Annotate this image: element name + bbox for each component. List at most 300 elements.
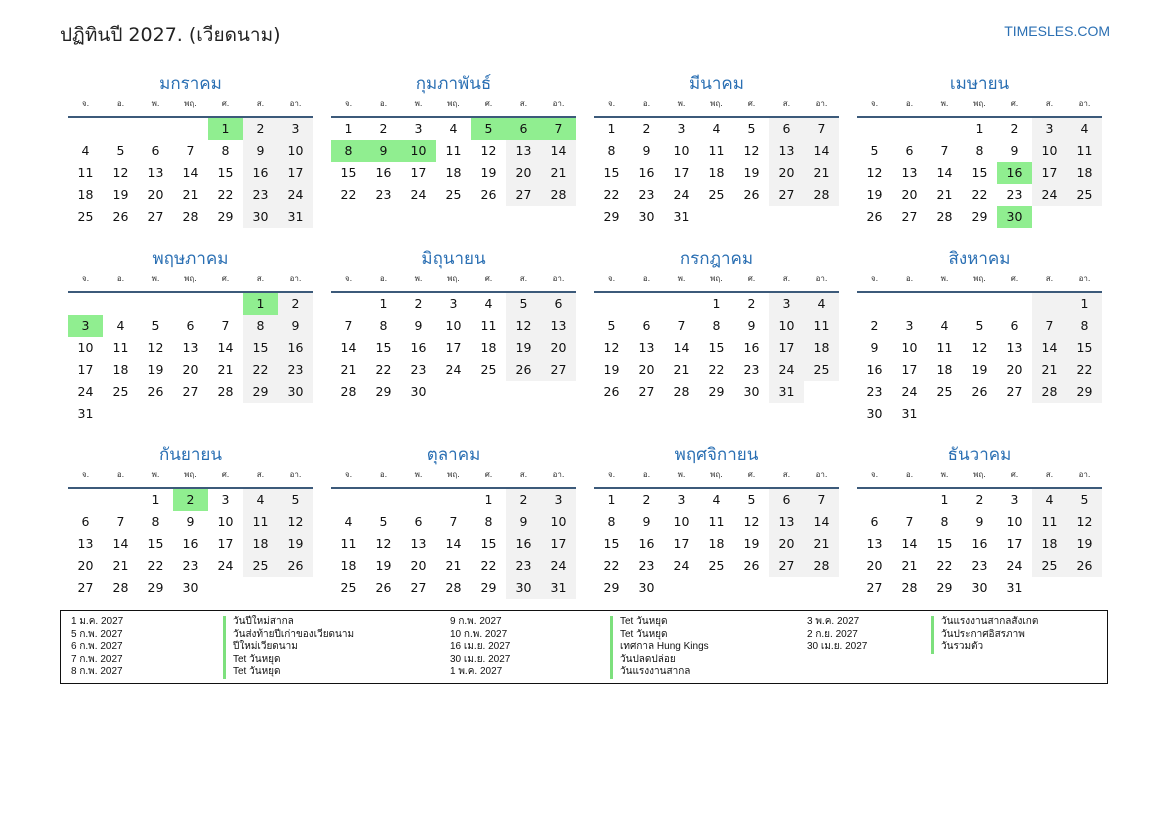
day-cell[interactable]: 5 xyxy=(1067,489,1102,511)
day-cell[interactable]: 10 xyxy=(217,514,234,529)
site-link[interactable]: TIMESLES.COM xyxy=(1004,23,1110,39)
day-cell[interactable]: 11 xyxy=(936,340,953,355)
day-cell[interactable]: 31 xyxy=(673,209,690,224)
day-cell[interactable]: 7 xyxy=(804,118,839,140)
day-cell[interactable]: 25 xyxy=(708,558,725,573)
day-cell[interactable]: 2 xyxy=(870,318,879,333)
day-cell[interactable]: 8 xyxy=(975,143,984,158)
day-cell[interactable]: 13 xyxy=(410,536,427,551)
day-cell[interactable]: 26 xyxy=(971,384,988,399)
day-cell[interactable]: 3 xyxy=(278,118,313,140)
day-cell[interactable]: 24 xyxy=(1006,558,1023,573)
day-cell[interactable]: 15 xyxy=(147,536,164,551)
day-cell[interactable]: 4 xyxy=(804,293,839,315)
day-cell[interactable]: 8 xyxy=(243,315,278,337)
day-cell[interactable]: 13 xyxy=(1006,340,1023,355)
day-cell[interactable]: 22 xyxy=(936,558,953,573)
day-cell[interactable]: 11 xyxy=(243,511,278,533)
day-cell[interactable]: 27 xyxy=(77,580,94,595)
day-cell[interactable]: 16 xyxy=(638,165,655,180)
day-cell[interactable]: 6 xyxy=(769,118,804,140)
day-cell[interactable]: 18 xyxy=(1032,533,1067,555)
day-cell[interactable]: 9 xyxy=(747,318,756,333)
day-cell[interactable]: 27 xyxy=(410,580,427,595)
day-cell[interactable]: 12 xyxy=(375,536,392,551)
day-cell[interactable]: 29 xyxy=(603,580,620,595)
day-cell[interactable]: 7 xyxy=(541,118,576,140)
day-cell[interactable]: 2 xyxy=(243,118,278,140)
day-cell[interactable]: 18 xyxy=(77,187,94,202)
day-cell[interactable]: 13 xyxy=(541,315,576,337)
day-cell[interactable]: 17 xyxy=(673,165,690,180)
day-cell[interactable]: 18 xyxy=(708,165,725,180)
day-cell[interactable]: 15 xyxy=(375,340,392,355)
day-cell[interactable]: 14 xyxy=(673,340,690,355)
day-cell[interactable]: 11 xyxy=(340,536,357,551)
day-cell[interactable]: 4 xyxy=(344,514,353,529)
day-cell[interactable]: 4 xyxy=(940,318,949,333)
day-cell[interactable]: 23 xyxy=(410,362,427,377)
day-cell[interactable]: 19 xyxy=(743,536,760,551)
day-cell[interactable]: 10 xyxy=(77,340,94,355)
day-cell[interactable]: 21 xyxy=(182,187,199,202)
day-cell[interactable]: 19 xyxy=(1067,533,1102,555)
day-cell[interactable]: 7 xyxy=(1032,315,1067,337)
day-cell[interactable]: 14 xyxy=(112,536,129,551)
day-cell[interactable]: 12 xyxy=(743,514,760,529)
day-cell[interactable]: 29 xyxy=(147,580,164,595)
day-cell[interactable]: 8 xyxy=(607,143,616,158)
day-cell[interactable]: 6 xyxy=(1010,318,1019,333)
day-cell[interactable]: 19 xyxy=(375,558,392,573)
day-cell[interactable]: 21 xyxy=(112,558,129,573)
day-cell[interactable]: 5 xyxy=(506,293,541,315)
day-cell[interactable]: 28 xyxy=(1032,381,1067,403)
day-cell[interactable]: 3 xyxy=(541,489,576,511)
day-cell[interactable]: 13 xyxy=(147,165,164,180)
day-cell[interactable]: 10 xyxy=(445,318,462,333)
day-cell[interactable]: 14 xyxy=(182,165,199,180)
day-cell[interactable]: 27 xyxy=(182,384,199,399)
day-cell[interactable]: 19 xyxy=(112,187,129,202)
day-cell[interactable]: 7 xyxy=(116,514,125,529)
day-cell[interactable]: 2 xyxy=(1010,121,1019,136)
day-cell[interactable]: 11 xyxy=(1032,511,1067,533)
day-cell[interactable]: 5 xyxy=(116,143,125,158)
day-cell[interactable]: 8 xyxy=(331,140,366,162)
day-cell[interactable]: 2 xyxy=(747,296,756,311)
day-cell[interactable]: 21 xyxy=(901,558,918,573)
day-cell[interactable]: 28 xyxy=(673,384,690,399)
day-cell[interactable]: 7 xyxy=(905,514,914,529)
day-cell[interactable]: 9 xyxy=(975,514,984,529)
day-cell[interactable]: 7 xyxy=(677,318,686,333)
day-cell[interactable]: 25 xyxy=(1067,184,1102,206)
day-cell[interactable]: 20 xyxy=(901,187,918,202)
day-cell[interactable]: 15 xyxy=(971,165,988,180)
day-cell[interactable]: 17 xyxy=(410,165,427,180)
day-cell[interactable]: 9 xyxy=(506,511,541,533)
day-cell[interactable]: 24 xyxy=(673,187,690,202)
day-cell[interactable]: 24 xyxy=(769,359,804,381)
day-cell[interactable]: 19 xyxy=(743,165,760,180)
day-cell[interactable]: 4 xyxy=(1032,489,1067,511)
day-cell[interactable]: 1 xyxy=(379,296,388,311)
day-cell[interactable]: 13 xyxy=(769,140,804,162)
day-cell[interactable]: 24 xyxy=(77,384,94,399)
day-cell[interactable]: 1 xyxy=(208,118,243,140)
day-cell[interactable]: 1 xyxy=(1067,293,1102,315)
day-cell[interactable]: 22 xyxy=(708,362,725,377)
day-cell[interactable]: 1 xyxy=(484,492,493,507)
day-cell[interactable]: 4 xyxy=(81,143,90,158)
day-cell[interactable]: 6 xyxy=(642,318,651,333)
day-cell[interactable]: 14 xyxy=(445,536,462,551)
day-cell[interactable]: 24 xyxy=(673,558,690,573)
day-cell[interactable]: 25 xyxy=(340,580,357,595)
day-cell[interactable]: 20 xyxy=(541,337,576,359)
day-cell[interactable]: 19 xyxy=(603,362,620,377)
day-cell[interactable]: 2 xyxy=(414,296,423,311)
day-cell[interactable]: 17 xyxy=(1006,536,1023,551)
day-cell[interactable]: 26 xyxy=(743,187,760,202)
day-cell[interactable]: 24 xyxy=(410,187,427,202)
day-cell[interactable]: 1 xyxy=(975,121,984,136)
day-cell[interactable]: 18 xyxy=(340,558,357,573)
day-cell[interactable]: 22 xyxy=(340,187,357,202)
day-cell[interactable]: 28 xyxy=(541,184,576,206)
day-cell[interactable]: 7 xyxy=(221,318,230,333)
day-cell[interactable]: 14 xyxy=(936,165,953,180)
day-cell[interactable]: 22 xyxy=(480,558,497,573)
day-cell[interactable]: 25 xyxy=(1032,555,1067,577)
day-cell[interactable]: 26 xyxy=(866,209,883,224)
day-cell[interactable]: 8 xyxy=(1067,315,1102,337)
day-cell[interactable]: 15 xyxy=(936,536,953,551)
day-cell[interactable]: 11 xyxy=(1067,140,1102,162)
day-cell[interactable]: 19 xyxy=(480,165,497,180)
day-cell[interactable]: 5 xyxy=(471,118,506,140)
day-cell[interactable]: 10 xyxy=(1032,140,1067,162)
day-cell[interactable]: 6 xyxy=(769,489,804,511)
day-cell[interactable]: 29 xyxy=(936,580,953,595)
day-cell[interactable]: 30 xyxy=(971,580,988,595)
day-cell[interactable]: 31 xyxy=(901,406,918,421)
day-cell[interactable]: 27 xyxy=(638,384,655,399)
day-cell[interactable]: 23 xyxy=(743,362,760,377)
day-cell[interactable]: 6 xyxy=(151,143,160,158)
day-cell[interactable]: 12 xyxy=(480,143,497,158)
day-cell[interactable]: 23 xyxy=(375,187,392,202)
day-cell[interactable]: 7 xyxy=(449,514,458,529)
day-cell[interactable]: 3 xyxy=(1010,492,1019,507)
day-cell[interactable]: 21 xyxy=(673,362,690,377)
day-cell[interactable]: 15 xyxy=(480,536,497,551)
day-cell[interactable]: 24 xyxy=(217,558,234,573)
day-cell[interactable]: 9 xyxy=(642,514,651,529)
day-cell[interactable]: 12 xyxy=(866,165,883,180)
day-cell[interactable]: 30 xyxy=(278,381,313,403)
day-cell[interactable]: 2 xyxy=(379,121,388,136)
day-cell[interactable]: 24 xyxy=(541,555,576,577)
day-cell[interactable]: 8 xyxy=(712,318,721,333)
day-cell[interactable]: 14 xyxy=(804,511,839,533)
day-cell[interactable]: 9 xyxy=(414,318,423,333)
day-cell[interactable]: 24 xyxy=(278,184,313,206)
day-cell[interactable]: 20 xyxy=(410,558,427,573)
day-cell[interactable]: 8 xyxy=(940,514,949,529)
day-cell[interactable]: 16 xyxy=(278,337,313,359)
day-cell[interactable]: 28 xyxy=(804,555,839,577)
day-cell[interactable]: 17 xyxy=(1032,162,1067,184)
day-cell[interactable]: 14 xyxy=(804,140,839,162)
day-cell[interactable]: 22 xyxy=(1067,359,1102,381)
day-cell[interactable]: 17 xyxy=(901,362,918,377)
day-cell[interactable]: 28 xyxy=(112,580,129,595)
day-cell[interactable]: 3 xyxy=(449,296,458,311)
day-cell[interactable]: 24 xyxy=(901,384,918,399)
day-cell[interactable]: 28 xyxy=(217,384,234,399)
day-cell[interactable]: 18 xyxy=(708,536,725,551)
day-cell[interactable]: 6 xyxy=(905,143,914,158)
day-cell[interactable]: 5 xyxy=(747,492,756,507)
day-cell[interactable]: 27 xyxy=(866,580,883,595)
day-cell[interactable]: 3 xyxy=(68,315,103,337)
day-cell[interactable]: 11 xyxy=(77,165,94,180)
day-cell[interactable]: 10 xyxy=(673,143,690,158)
day-cell[interactable]: 5 xyxy=(607,318,616,333)
day-cell[interactable]: 9 xyxy=(186,514,195,529)
day-cell[interactable]: 10 xyxy=(401,140,436,162)
day-cell[interactable]: 21 xyxy=(445,558,462,573)
day-cell[interactable]: 23 xyxy=(866,384,883,399)
day-cell[interactable]: 31 xyxy=(1006,580,1023,595)
day-cell[interactable]: 12 xyxy=(112,165,129,180)
day-cell[interactable]: 28 xyxy=(936,209,953,224)
day-cell[interactable]: 21 xyxy=(804,533,839,555)
day-cell[interactable]: 27 xyxy=(769,184,804,206)
day-cell[interactable]: 16 xyxy=(638,536,655,551)
day-cell[interactable]: 5 xyxy=(151,318,160,333)
day-cell[interactable]: 9 xyxy=(870,340,879,355)
day-cell[interactable]: 24 xyxy=(1032,184,1067,206)
day-cell[interactable]: 1 xyxy=(151,492,160,507)
day-cell[interactable]: 30 xyxy=(243,206,278,228)
day-cell[interactable]: 14 xyxy=(541,140,576,162)
day-cell[interactable]: 15 xyxy=(217,165,234,180)
day-cell[interactable]: 16 xyxy=(971,536,988,551)
day-cell[interactable]: 16 xyxy=(743,340,760,355)
day-cell[interactable]: 6 xyxy=(186,318,195,333)
day-cell[interactable]: 18 xyxy=(445,165,462,180)
day-cell[interactable]: 18 xyxy=(480,340,497,355)
day-cell[interactable]: 31 xyxy=(278,206,313,228)
day-cell[interactable]: 25 xyxy=(445,187,462,202)
day-cell[interactable]: 5 xyxy=(379,514,388,529)
day-cell[interactable]: 30 xyxy=(182,580,199,595)
day-cell[interactable]: 4 xyxy=(484,296,493,311)
day-cell[interactable]: 30 xyxy=(410,384,427,399)
day-cell[interactable]: 4 xyxy=(1067,118,1102,140)
day-cell[interactable]: 18 xyxy=(243,533,278,555)
day-cell[interactable]: 20 xyxy=(638,362,655,377)
day-cell[interactable]: 11 xyxy=(708,143,725,158)
day-cell[interactable]: 16 xyxy=(182,536,199,551)
day-cell[interactable]: 12 xyxy=(971,340,988,355)
day-cell[interactable]: 2 xyxy=(975,492,984,507)
day-cell[interactable]: 5 xyxy=(278,489,313,511)
day-cell[interactable]: 8 xyxy=(607,514,616,529)
day-cell[interactable]: 3 xyxy=(1032,118,1067,140)
day-cell[interactable]: 28 xyxy=(445,580,462,595)
day-cell[interactable]: 3 xyxy=(905,318,914,333)
day-cell[interactable]: 27 xyxy=(541,359,576,381)
day-cell[interactable]: 19 xyxy=(866,187,883,202)
day-cell[interactable]: 16 xyxy=(410,340,427,355)
day-cell[interactable]: 23 xyxy=(638,187,655,202)
day-cell[interactable]: 29 xyxy=(480,580,497,595)
day-cell[interactable]: 3 xyxy=(677,492,686,507)
day-cell[interactable]: 29 xyxy=(1067,381,1102,403)
day-cell[interactable]: 10 xyxy=(278,140,313,162)
day-cell[interactable]: 19 xyxy=(971,362,988,377)
day-cell[interactable]: 23 xyxy=(506,555,541,577)
day-cell[interactable]: 31 xyxy=(77,406,94,421)
day-cell[interactable]: 20 xyxy=(147,187,164,202)
day-cell[interactable]: 2 xyxy=(278,293,313,315)
day-cell[interactable]: 27 xyxy=(901,209,918,224)
day-cell[interactable]: 20 xyxy=(769,162,804,184)
day-cell[interactable]: 3 xyxy=(221,492,230,507)
day-cell[interactable]: 25 xyxy=(112,384,129,399)
day-cell[interactable]: 22 xyxy=(971,187,988,202)
day-cell[interactable]: 10 xyxy=(1006,514,1023,529)
day-cell[interactable]: 22 xyxy=(147,558,164,573)
day-cell[interactable]: 20 xyxy=(769,533,804,555)
day-cell[interactable]: 18 xyxy=(804,337,839,359)
day-cell[interactable]: 5 xyxy=(975,318,984,333)
day-cell[interactable]: 17 xyxy=(541,533,576,555)
day-cell[interactable]: 27 xyxy=(506,184,541,206)
day-cell[interactable]: 13 xyxy=(77,536,94,551)
day-cell[interactable]: 29 xyxy=(217,209,234,224)
day-cell[interactable]: 20 xyxy=(182,362,199,377)
day-cell[interactable]: 17 xyxy=(673,536,690,551)
day-cell[interactable]: 29 xyxy=(708,384,725,399)
day-cell[interactable]: 6 xyxy=(506,118,541,140)
day-cell[interactable]: 13 xyxy=(182,340,199,355)
day-cell[interactable]: 3 xyxy=(677,121,686,136)
day-cell[interactable]: 17 xyxy=(278,162,313,184)
day-cell[interactable]: 7 xyxy=(804,489,839,511)
day-cell[interactable]: 23 xyxy=(182,558,199,573)
day-cell[interactable]: 12 xyxy=(1067,511,1102,533)
day-cell[interactable]: 11 xyxy=(708,514,725,529)
day-cell[interactable]: 13 xyxy=(901,165,918,180)
day-cell[interactable]: 19 xyxy=(506,337,541,359)
day-cell[interactable]: 1 xyxy=(344,121,353,136)
day-cell[interactable]: 21 xyxy=(340,362,357,377)
day-cell[interactable]: 23 xyxy=(638,558,655,573)
day-cell[interactable]: 12 xyxy=(506,315,541,337)
day-cell[interactable]: 4 xyxy=(712,121,721,136)
day-cell[interactable]: 25 xyxy=(708,187,725,202)
day-cell[interactable]: 1 xyxy=(940,492,949,507)
day-cell[interactable]: 12 xyxy=(603,340,620,355)
day-cell[interactable]: 30 xyxy=(866,406,883,421)
day-cell[interactable]: 13 xyxy=(866,536,883,551)
day-cell[interactable]: 26 xyxy=(506,359,541,381)
day-cell[interactable]: 8 xyxy=(484,514,493,529)
day-cell[interactable]: 25 xyxy=(243,555,278,577)
day-cell[interactable]: 26 xyxy=(603,384,620,399)
day-cell[interactable]: 1 xyxy=(243,293,278,315)
day-cell[interactable]: 30 xyxy=(743,384,760,399)
day-cell[interactable]: 9 xyxy=(243,140,278,162)
day-cell[interactable]: 11 xyxy=(112,340,129,355)
day-cell[interactable]: 4 xyxy=(116,318,125,333)
day-cell[interactable]: 9 xyxy=(642,143,651,158)
day-cell[interactable]: 12 xyxy=(147,340,164,355)
day-cell[interactable]: 31 xyxy=(769,381,804,403)
day-cell[interactable]: 17 xyxy=(77,362,94,377)
day-cell[interactable]: 17 xyxy=(445,340,462,355)
day-cell[interactable]: 6 xyxy=(541,293,576,315)
day-cell[interactable]: 7 xyxy=(186,143,195,158)
day-cell[interactable]: 30 xyxy=(506,577,541,599)
day-cell[interactable]: 2 xyxy=(642,492,651,507)
day-cell[interactable]: 13 xyxy=(506,140,541,162)
day-cell[interactable]: 14 xyxy=(1032,337,1067,359)
day-cell[interactable]: 19 xyxy=(278,533,313,555)
day-cell[interactable]: 26 xyxy=(480,187,497,202)
day-cell[interactable]: 24 xyxy=(445,362,462,377)
day-cell[interactable]: 6 xyxy=(414,514,423,529)
day-cell[interactable]: 21 xyxy=(936,187,953,202)
day-cell[interactable]: 25 xyxy=(480,362,497,377)
day-cell[interactable]: 30 xyxy=(638,209,655,224)
day-cell[interactable]: 15 xyxy=(603,165,620,180)
day-cell[interactable]: 28 xyxy=(804,184,839,206)
day-cell[interactable]: 8 xyxy=(221,143,230,158)
day-cell[interactable]: 17 xyxy=(217,536,234,551)
day-cell[interactable]: 9 xyxy=(278,315,313,337)
day-cell[interactable]: 4 xyxy=(243,489,278,511)
day-cell[interactable]: 19 xyxy=(147,362,164,377)
day-cell[interactable]: 17 xyxy=(769,337,804,359)
day-cell[interactable]: 2 xyxy=(642,121,651,136)
day-cell[interactable]: 29 xyxy=(375,384,392,399)
day-cell[interactable]: 6 xyxy=(81,514,90,529)
day-cell[interactable]: 5 xyxy=(747,121,756,136)
day-cell[interactable]: 4 xyxy=(449,121,458,136)
day-cell[interactable]: 5 xyxy=(870,143,879,158)
day-cell[interactable]: 12 xyxy=(743,143,760,158)
day-cell[interactable]: 15 xyxy=(1067,337,1102,359)
day-cell[interactable]: 16 xyxy=(243,162,278,184)
day-cell[interactable]: 23 xyxy=(971,558,988,573)
day-cell[interactable]: 23 xyxy=(1006,187,1023,202)
day-cell[interactable]: 27 xyxy=(147,209,164,224)
day-cell[interactable]: 7 xyxy=(940,143,949,158)
day-cell[interactable]: 22 xyxy=(243,359,278,381)
day-cell[interactable]: 25 xyxy=(77,209,94,224)
day-cell[interactable]: 25 xyxy=(936,384,953,399)
day-cell[interactable]: 29 xyxy=(971,209,988,224)
day-cell[interactable]: 4 xyxy=(712,492,721,507)
day-cell[interactable]: 26 xyxy=(112,209,129,224)
day-cell[interactable]: 20 xyxy=(1006,362,1023,377)
